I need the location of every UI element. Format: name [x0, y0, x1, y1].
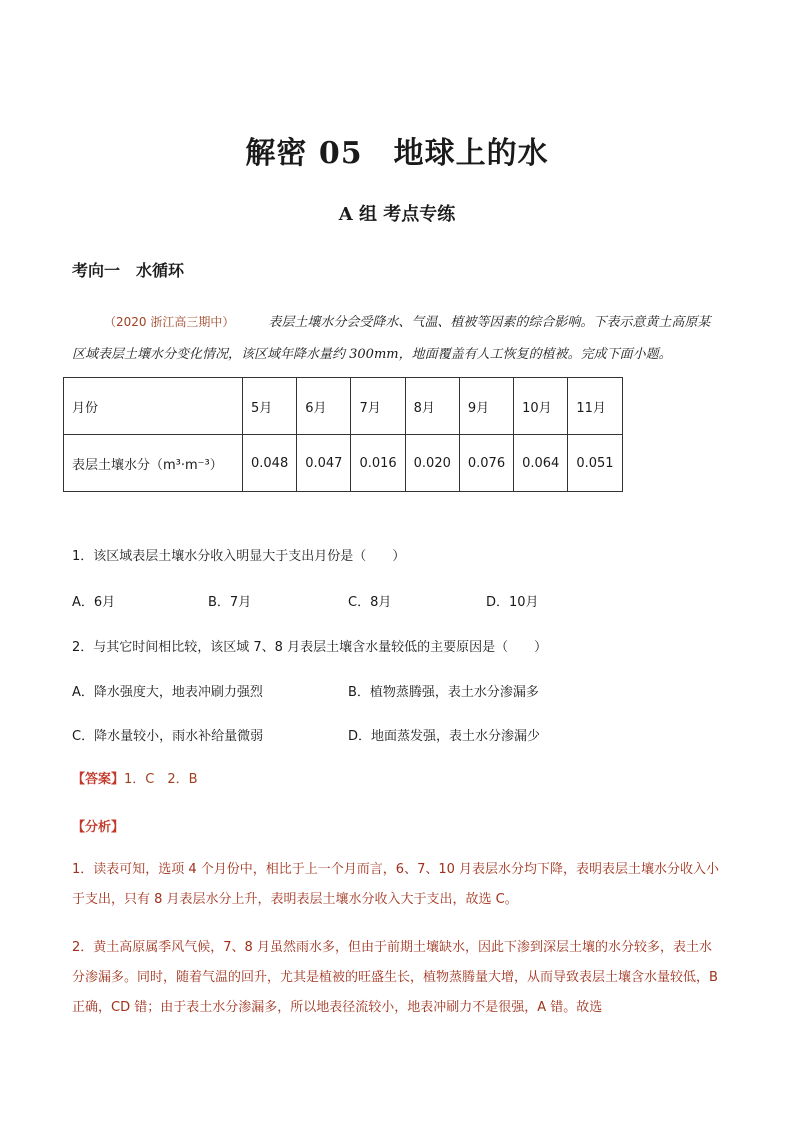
- analysis-paragraph-2: 2．黄土高原属季风气候，7、8 月虽然雨水多，但由于前期土壤缺水，因此下渗到深层土壤的水分较多，表土水分渗漏多。同时，随着气温的回升，尤其是植被的旺盛生长，植物蒸腾量大增，从而导致表层土壤含水量较低，B 正确，CD 错；由于表土水分渗漏多，所以地表径流较小，地表冲刷力不是很强，A 错。故选: [72, 940, 718, 1015]
- table-cell: 0.020: [405, 435, 459, 492]
- table-cell: 9月: [459, 378, 513, 435]
- analysis-tag: 【分析】: [72, 820, 125, 835]
- analysis-paragraph-1: 1．读表可知，选项 4 个月份中，相比于上一个月而言，6、7、10 月表层水分均下降，表明表层土壤水分收入小于支出，只有 8 月表层水分上升，表明表层土壤水分收入大于支出，故选 C。: [72, 862, 720, 907]
- table-cell: 10月: [514, 378, 568, 435]
- answer-line: [72, 768, 198, 787]
- table-cell: 0.048: [243, 435, 297, 492]
- answer-tag: 【答案】: [72, 772, 125, 787]
- question-2-option-a: A．降水强度大，地表冲刷力强烈: [72, 685, 263, 700]
- question-2: 2．与其它时间相比较，该区域 7、8 月表层土壤含水量较低的主要原因是（ ）: [72, 640, 548, 655]
- table-cell: 0.051: [568, 435, 622, 492]
- table-cell: 0.016: [351, 435, 405, 492]
- question-2-option-d: D．地面蒸发强，表土水分渗漏少: [348, 729, 541, 744]
- table-cell: 8月: [405, 378, 459, 435]
- table-row-label: 表层土壤水分（m³·m⁻³）: [64, 435, 243, 492]
- section-heading: 考向一 水循环: [72, 261, 185, 280]
- table-cell: 0.047: [297, 435, 351, 492]
- question-source: （2020 浙江高三期中）: [104, 315, 235, 329]
- question-1-option-d: D．10月: [486, 595, 539, 610]
- table-header-label: 月份: [64, 378, 243, 435]
- question-1-option-b: B．7月: [208, 595, 252, 610]
- question-2-option-c: C．降水量较小，雨水补给量微弱: [72, 729, 264, 744]
- soil-moisture-table: [63, 377, 623, 492]
- table-cell: 0.076: [459, 435, 513, 492]
- table-cell: 6月: [297, 378, 351, 435]
- question-intro: [72, 306, 722, 371]
- table-row: [64, 435, 623, 492]
- question-1-option-a: A．6月: [72, 595, 116, 610]
- table-header-row: [64, 378, 623, 435]
- group-subtitle: A 组 考点专练: [338, 204, 456, 225]
- table-cell: 11月: [568, 378, 622, 435]
- table-cell: 7月: [351, 378, 405, 435]
- table-cell: 0.064: [514, 435, 568, 492]
- question-1: 1．该区域表层土壤水分收入明显大于支出月份是（ ）: [72, 549, 406, 564]
- intro-text: 表层土壤水分会受降水、气温、植被等因素的综合影响。下表示意黄土高原某区域表层土壤水分变化情况，该区域年降水量约 300mm，地面覆盖有人工恢复的植被。完成下面小题。: [72, 315, 711, 362]
- question-2-option-b: B．植物蒸腾强，表土水分渗漏多: [348, 685, 539, 700]
- table-cell: 5月: [243, 378, 297, 435]
- page-title: 解密 05 地球上的水: [245, 136, 549, 171]
- question-1-option-c: C．8月: [348, 595, 392, 610]
- answer-text: 1．C 2．B: [124, 772, 198, 787]
